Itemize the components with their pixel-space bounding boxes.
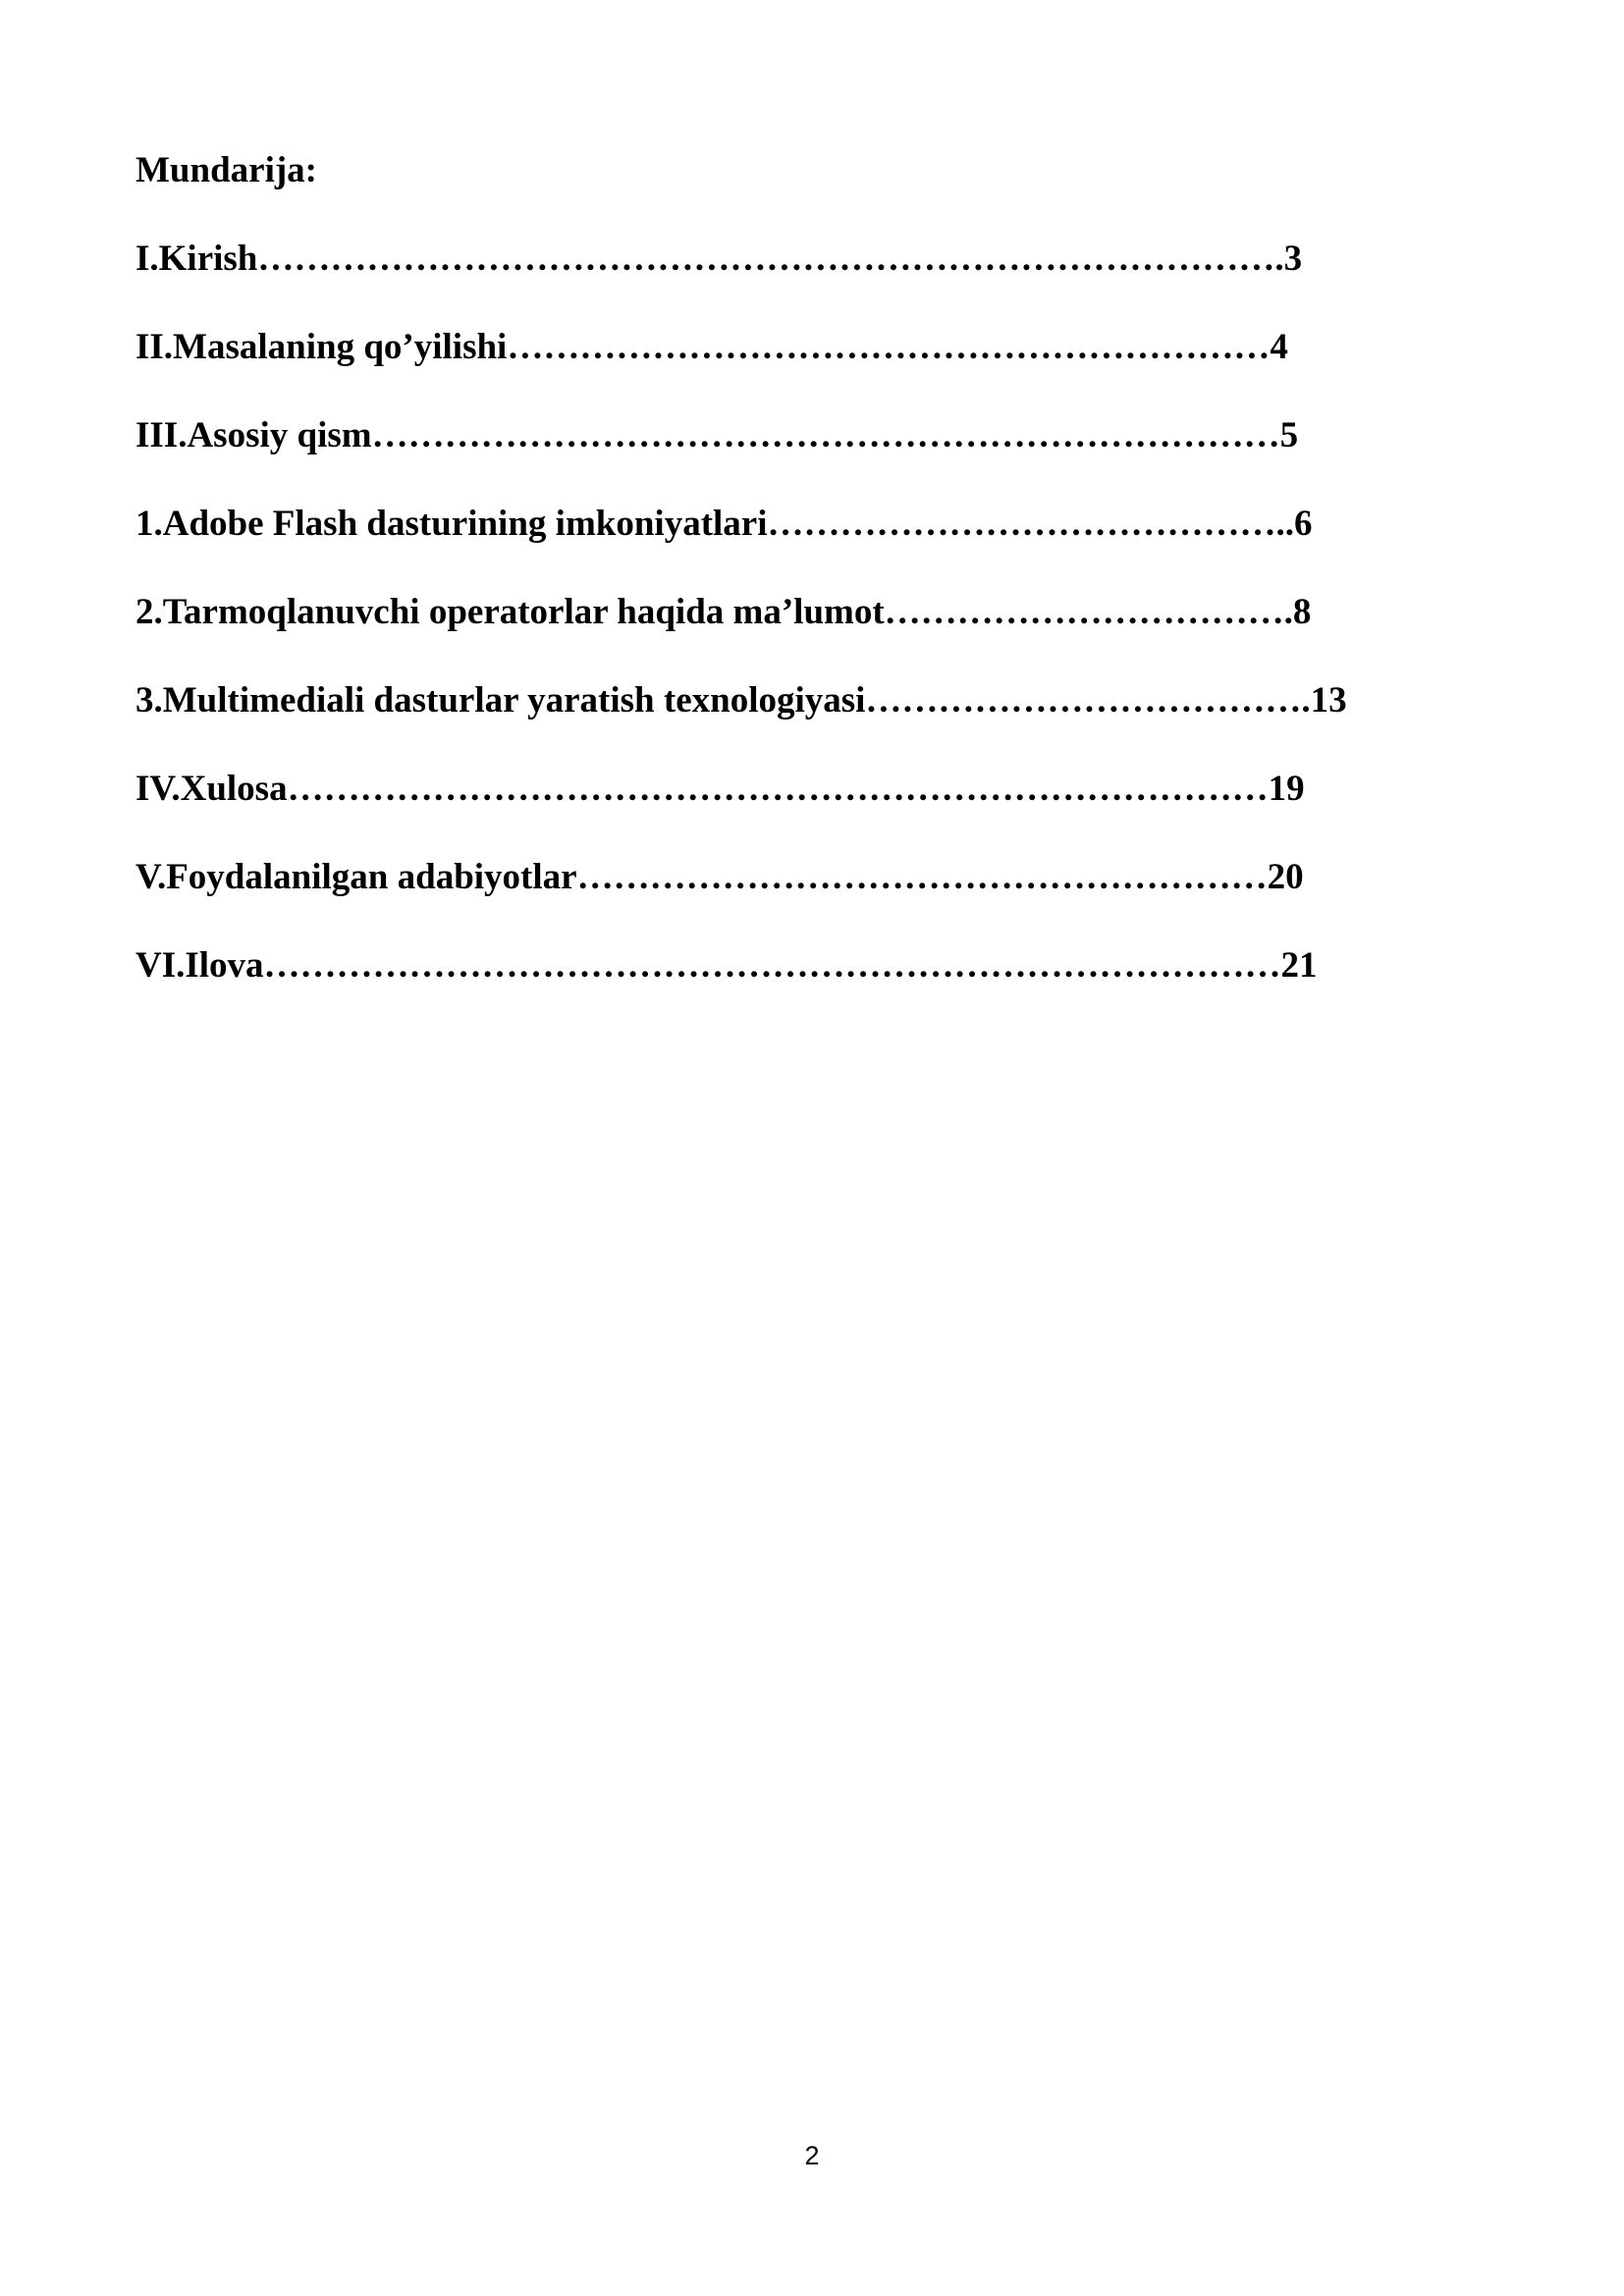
toc-entry-asosiy-qism: III.Asosiy qism…………………………………………………………………5 [135,415,1299,455]
toc-title: Mundarija: [135,150,317,190]
page-number: 2 [804,2141,820,2170]
toc-entry-foydalanilgan-adabiyotlar: V.Foydalanilgan adabiyotlar…………………………………………………20 [135,857,1304,897]
toc-entry-xulosa: IV.Xulosa………………………………………………………………………19 [135,769,1305,809]
toc-entry-adobe-flash: 1.Adobe Flash dasturining imkoniyatlari……………………………………..6 [135,504,1313,544]
toc-entry-multimediali-dasturlar: 3.Multimediali dasturlar yaratish texnologiyasi……………………………….13 [135,680,1347,721]
toc-entry-masalaning-qoyilishi: II.Masalaning qo’yilishi………………………………………………………4 [135,327,1288,367]
toc-entry-tarmoqlanuvchi-operatorlar: 2.Tarmoqlanuvchi operatorlar haqida ma’lumot…………………………….8 [135,592,1312,632]
toc-entry-kirish: I.Kirish………………………………………………………………………….3 [135,239,1303,279]
toc-entry-ilova: VI.Ilova…………………………………………………………………………21 [135,945,1318,986]
